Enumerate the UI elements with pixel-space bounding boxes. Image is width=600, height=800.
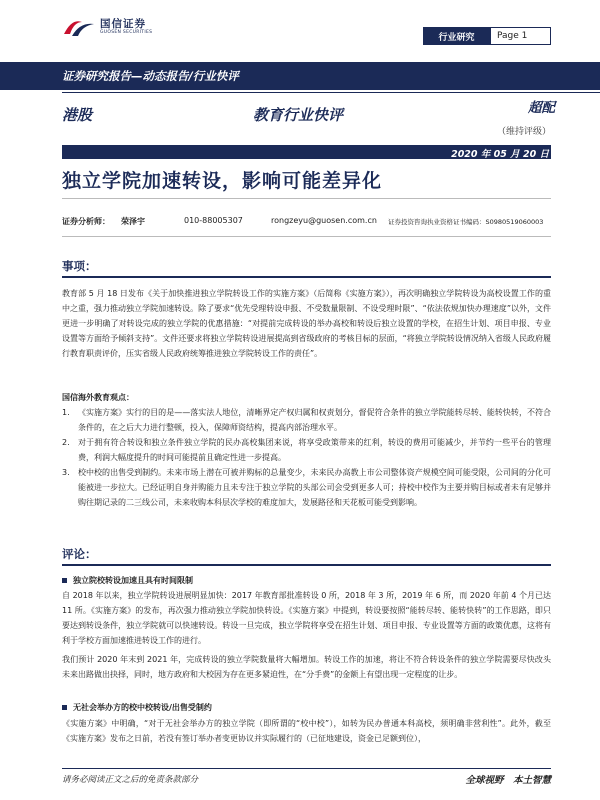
logo-mark-icon bbox=[62, 16, 96, 38]
list-item-text: 校中校的出售受到制约。未来市场上潜在可被并购标的总量变少，未来民办高教上市公司整体资产规模空间可能受限，公司间的分化可能被进一步拉大。已经证明自身并购能力且未专注于独立学院的头部公司会受到更多人可；持校中校作为主要并购目标或者未有足够并购往期记录的二三线公司，未来收购本科层次学校的难度加大，发展路径和天花板可能受到影响。 bbox=[78, 468, 551, 507]
logo-name-en: GUOSEN SECURITIES bbox=[100, 30, 153, 35]
company-logo bbox=[62, 16, 152, 38]
rating: 超配 bbox=[528, 100, 555, 116]
analyst-email[interactable]: rongzeyu@guosen.com.cn bbox=[271, 216, 377, 225]
analyst-certificate: 证券投资咨询执业资格证书编码：S0980519060003 bbox=[388, 218, 544, 226]
divider bbox=[62, 92, 600, 93]
bullet-square-icon bbox=[62, 578, 67, 583]
footer-slogan: 全球视野 本土智慧 bbox=[465, 775, 551, 786]
bullet-square-icon bbox=[62, 705, 67, 710]
rating-note: （维持评级） bbox=[497, 127, 552, 137]
list-item bbox=[62, 405, 551, 435]
list-item-number: 2. bbox=[62, 438, 70, 447]
analyst-name: 荣泽宇 bbox=[121, 217, 145, 226]
section-heading-text: 独立院校转设加速且具有时间限制 bbox=[73, 576, 193, 585]
page-title: 独立学院加速转设，影响可能差异化 bbox=[62, 170, 383, 192]
list-item-text: 对于拥有符合转设和独立条件独立学院的民办高校集团来说，将享受政策带来的红利，转设的费用可能减少，并节约一些平台的管理费，利润大幅度提升的时间可能提前且确定性进一步提高。 bbox=[78, 438, 551, 462]
view-list bbox=[62, 405, 551, 510]
comment-paragraph: 《实施方案》中明确，“对于无社会举办方的独立学院（即所谓的“校中校”），如转为民办普通本科高校，须明确非营利性”。此外，截至《实施方案》发布之日前，若没有签订举办者变更协议并实际履行的（已征地建设，资金已足额到位）， bbox=[62, 719, 551, 743]
list-item-number: 3. bbox=[62, 468, 70, 477]
sector-label: 港股 bbox=[62, 106, 93, 124]
disclaimer-note: 请务必阅读正文之后的免责条款部分 bbox=[62, 775, 199, 785]
list-item bbox=[62, 465, 551, 510]
list-item bbox=[62, 435, 551, 465]
footer-divider bbox=[62, 768, 551, 769]
list-item-number: 1. bbox=[62, 408, 70, 417]
divider bbox=[62, 236, 551, 237]
list-item-text: 《实施方案》实行的目的是——落实法人地位，清晰界定产权归属和权责划分，督促符合条件的独立学院能转尽转、能转快转，不符合条件的，在之后大力进行整顿，投入，保障师资结构，提高内部治理水平。 bbox=[78, 408, 551, 432]
comment-paragraph: 自 2018 年以来，独立学院转设进展明显加快：2017 年教育部批准转设 0 所，2018 年 3 所，2019 年 6 所，而 2020 年前 4 个月已达 11 所。《实施方案》的发布，再次强力推动独立学院加快转设。《实施方案》中提到，转设要按照“能转尽转、能转快转”的工作思路，即只要达到转设条件，独立学院就可以快速转设。转设一旦完成，独立学院将享受在招生计划、项目申报、专业设置等方面的政策优惠，这将有利于学校方面加速推进转设工作的进行。 bbox=[62, 591, 551, 645]
report-band-title: 证券研究报告—动态报告/行业快评 bbox=[62, 69, 239, 83]
comment-paragraph: 我们预计 2020 年末到 2021 年，完成转设的独立学院数量将大幅增加。转设工作的加速，将让不符合转设条件的独立学院需要尽快改头未来出路做出抉择，同时，地方政府和大校因为存在更多紧迫性，在“分手费”的金额上有望出现一定程度的让步。 bbox=[62, 655, 551, 679]
report-type-tag: 行业研究 bbox=[423, 27, 490, 45]
analyst-phone: 010-88005307 bbox=[184, 216, 243, 225]
event-heading: 事项： bbox=[62, 258, 551, 278]
report-subtitle: 教育行业快评 bbox=[253, 106, 344, 124]
section-heading bbox=[62, 702, 212, 713]
analyst-label: 证券分析师： bbox=[62, 217, 110, 226]
divider bbox=[62, 198, 551, 199]
section-heading-text: 无社会举办方的校中校转设/出售受制约 bbox=[73, 703, 212, 712]
event-paragraph: 教育部 5 月 18 日发布《关于加快推进独立学院转设工作的实施方案》（后简称《实施方案》），再次明确独立学院转设为高校设置工作的重中之重，强力推动独立学院加速转设。除了要求“优先受理转设申报、不受数量限制、不设受理时限”、“依法依规加快办理速度”以外，文件更进一步明确了对转设完成的独立学院的优惠措施：“对提前完成转设的举办高校和转设后独立设置的学校，在招生计划、项目申报、专业设置等方面给予倾斜支持”。文件还要求将独立学院转设进展提高到省级政府的考核目标的层面，“将独立学院转设情况纳入省级人民政府履行教育职责评价，压实省级人民政府统筹推进独立学院转设工作的责任”。 bbox=[62, 289, 551, 358]
comment-heading: 评论： bbox=[62, 546, 551, 566]
views-title: 国信海外教育观点： bbox=[62, 393, 134, 402]
section-heading bbox=[62, 575, 193, 586]
report-date: 2020 年 05 月 20 日 bbox=[451, 149, 549, 160]
page-number: Page 1 bbox=[490, 27, 551, 45]
logo-name-cn: 国信证券 bbox=[100, 18, 146, 30]
